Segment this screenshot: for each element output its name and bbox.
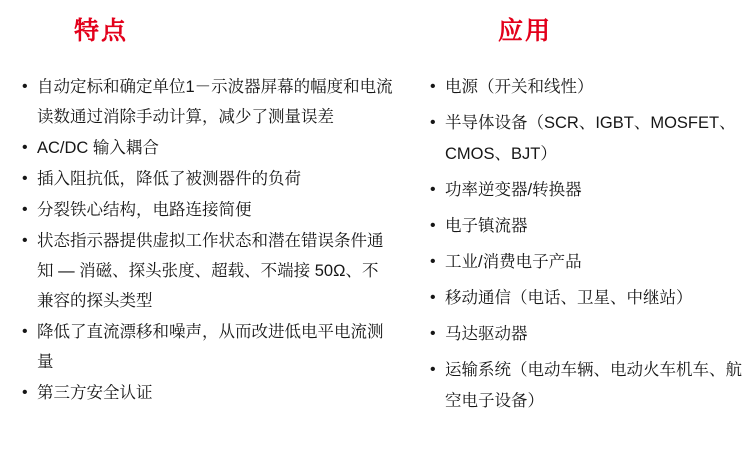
list-item: • 运输系统（电动车辆、电动火车机车、航空电子设备） bbox=[430, 355, 742, 417]
list-item: • 自动定标和确定单位1－示波器屏幕的幅度和电流读数通过消除手动计算，减少了测量误差 bbox=[22, 72, 394, 132]
list-item: • 状态指示器提供虚拟工作状态和潜在错误条件通知 — 消磁、探头张度、超载、不端接 50Ω、不兼容的探头类型 bbox=[22, 226, 394, 316]
features-column bbox=[0, 18, 400, 409]
list-item: • 第三方安全认证 bbox=[22, 378, 394, 408]
applications-heading: 应用 bbox=[498, 17, 553, 45]
features-list bbox=[22, 72, 394, 408]
list-item: • 电子镇流器 bbox=[430, 211, 742, 242]
list-item: • 插入阻抗低，降低了被测器件的负荷 bbox=[22, 164, 394, 194]
list-item: • AC/DC 输入耦合 bbox=[22, 133, 394, 163]
features-heading: 特点 bbox=[74, 17, 129, 45]
list-item: • 移动通信（电话、卫星、中继站） bbox=[430, 283, 742, 314]
applications-list bbox=[430, 72, 742, 417]
list-item: • 功率逆变器/转换器 bbox=[430, 175, 742, 206]
applications-column bbox=[400, 18, 750, 422]
list-item: • 电源（开关和线性） bbox=[430, 72, 742, 103]
list-item: • 半导体设备（SCR、IGBT、MOSFET、CMOS、BJT） bbox=[430, 108, 742, 170]
list-item: • 工业/消费电子产品 bbox=[430, 247, 742, 278]
list-item: • 马达驱动器 bbox=[430, 319, 742, 350]
list-item: • 降低了直流漂移和噪声，从而改进低电平电流测量 bbox=[22, 317, 394, 377]
list-item: • 分裂铁心结构，电路连接简便 bbox=[22, 195, 394, 225]
